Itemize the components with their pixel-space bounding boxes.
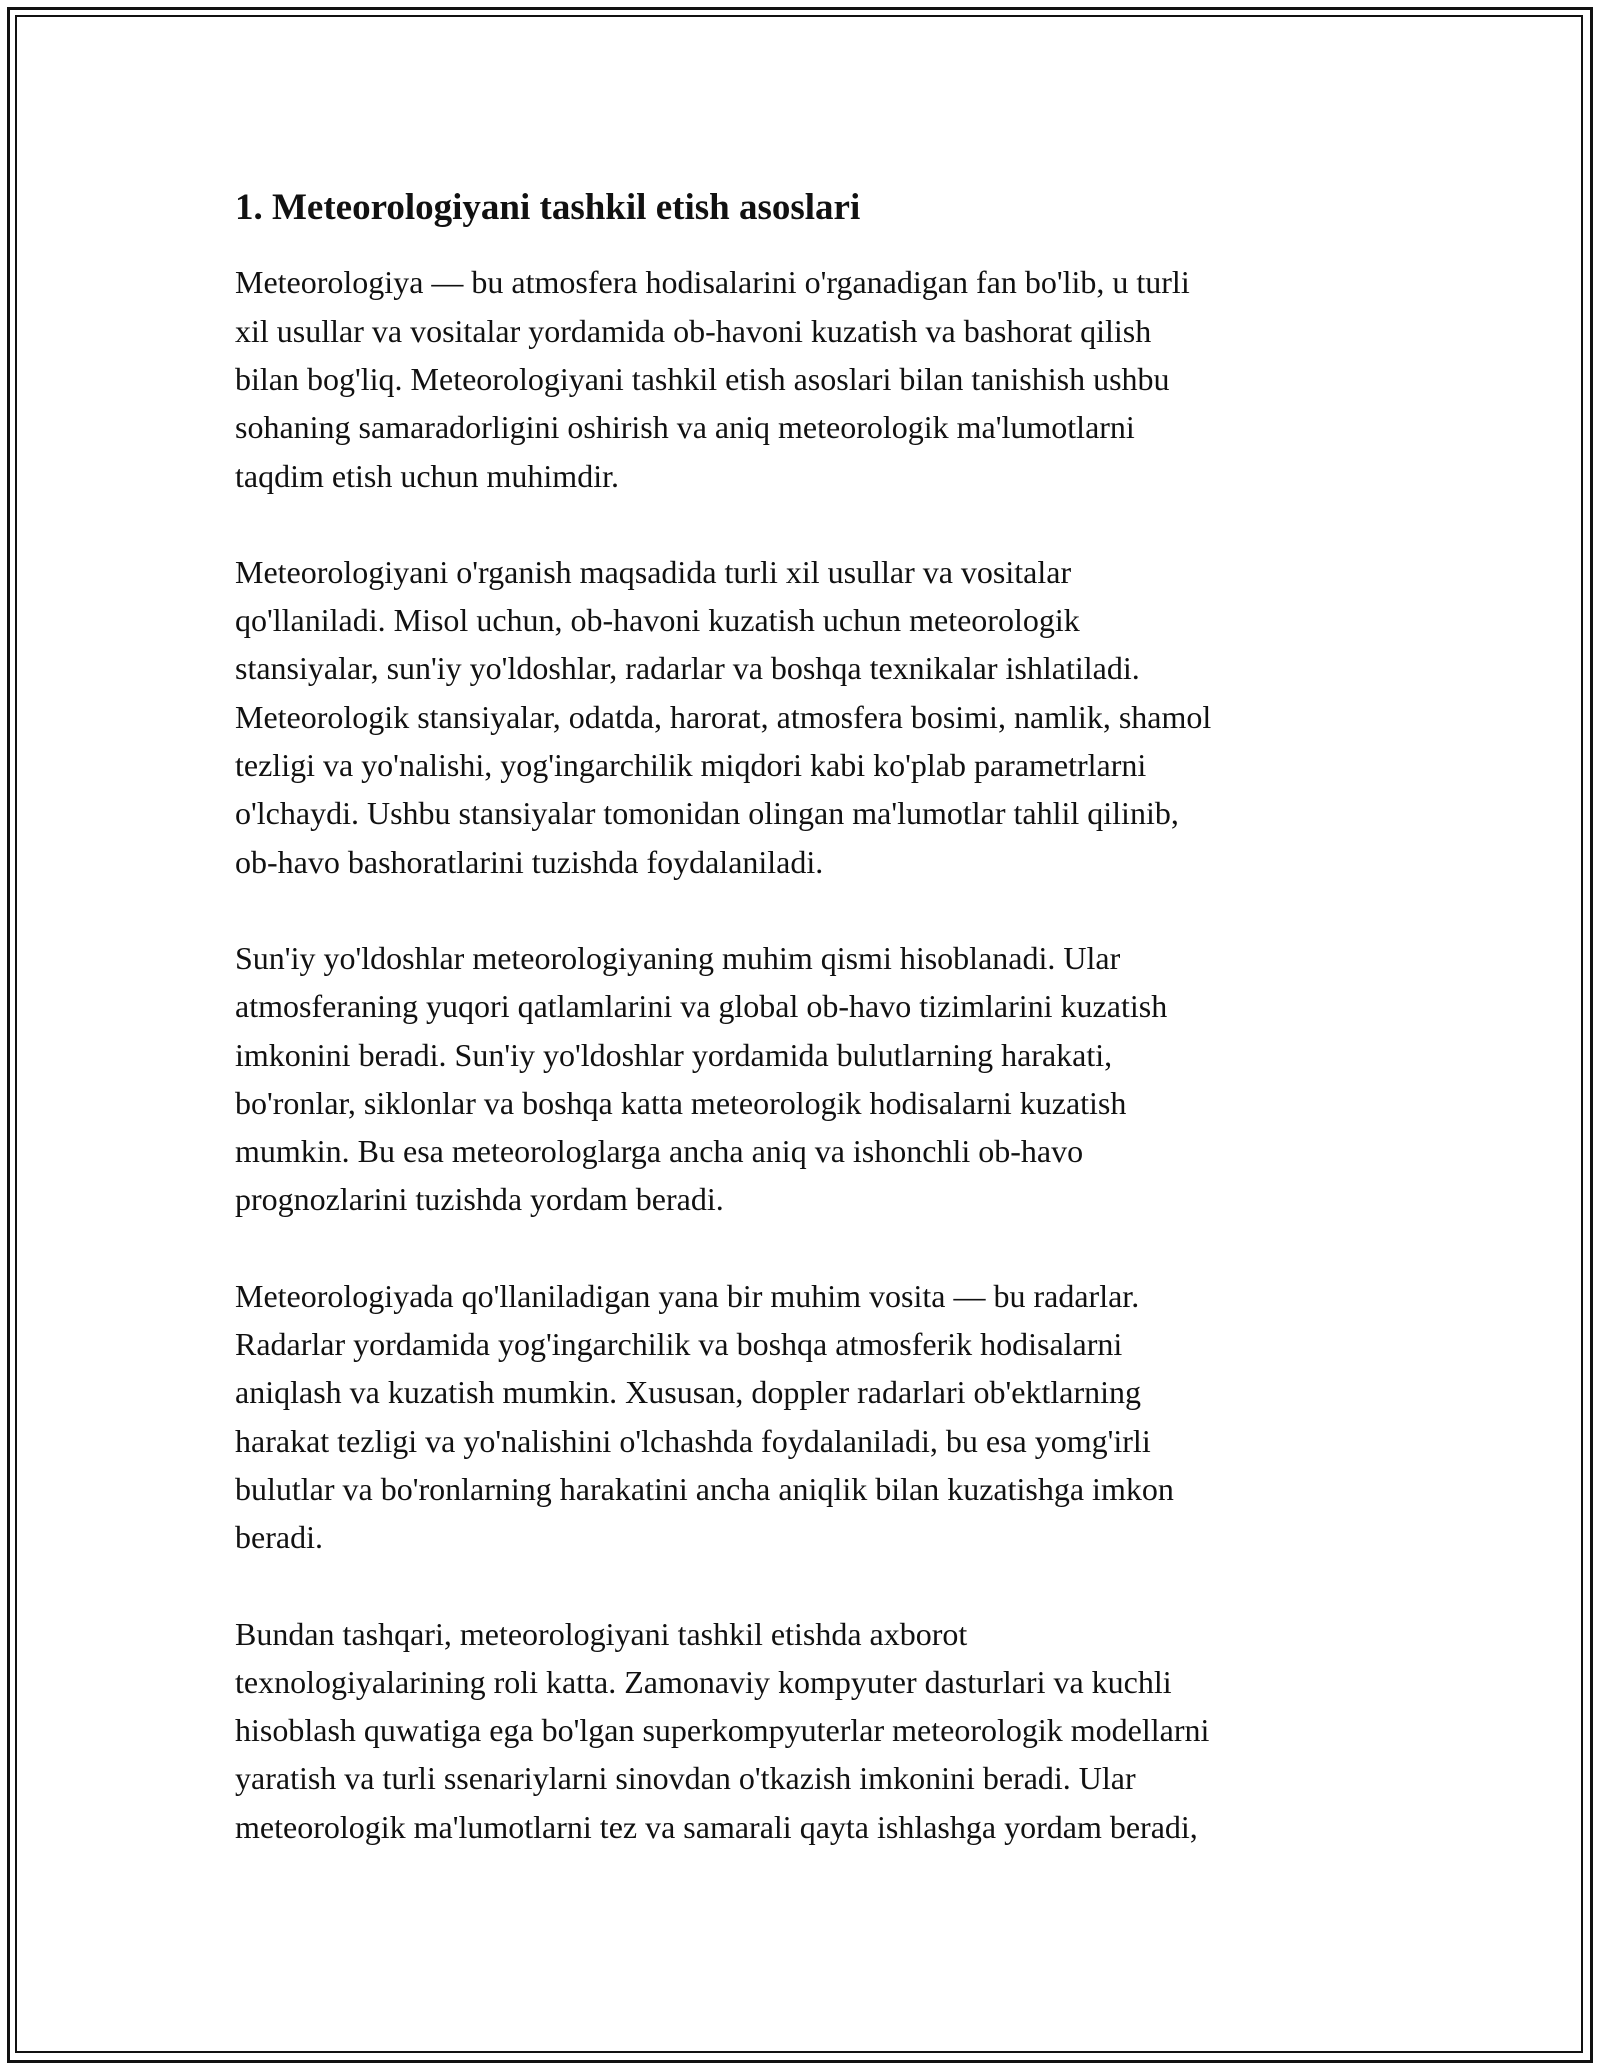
- paragraph-1: [235, 258, 1375, 499]
- paragraph-3: [235, 934, 1375, 1224]
- text-line: bo'ronlar, siklonlar va boshqa katta meteorologik hodisalarni kuzatish: [235, 1084, 1127, 1121]
- document-body: [235, 186, 1375, 1899]
- text-line: meteorologik ma'lumotlarni tez va samarali qayta ishlashga yordam beradi,: [235, 1808, 1198, 1845]
- paragraph-2: [235, 548, 1375, 886]
- text-line: Meteorologiya — bu atmosfera hodisalarini o'rganadigan fan bo'lib, u turli: [235, 264, 1190, 301]
- section-heading: 1. Meteorologiyani tashkil etish asoslari: [235, 187, 861, 228]
- text-line: o'lchaydi. Ushbu stansiyalar tomonidan olingan ma'lumotlar tahlil qilinib,: [235, 795, 1179, 832]
- paragraph-4: [235, 1272, 1375, 1562]
- text-line: prognozlarini tuzishda yordam beradi.: [235, 1181, 724, 1218]
- text-line: Meteorologiyada qo'llaniladigan yana bir muhim vosita — bu radarlar.: [235, 1277, 1140, 1314]
- paragraph-5: [235, 1610, 1375, 1851]
- text-line: hisoblash quwatiga ega bo'lgan superkompyuterlar meteorologik modellarni: [235, 1712, 1210, 1749]
- text-line: qo'llaniladi. Misol uchun, ob-havoni kuzatish uchun meteorologik: [235, 602, 1080, 639]
- text-line: taqdim etish uchun muhimdir.: [235, 457, 619, 494]
- text-line: mumkin. Bu esa meteorologlarga ancha aniq va ishonchli ob-havo: [235, 1133, 1084, 1170]
- text-line: Sun'iy yo'ldoshlar meteorologiyaning muhim qismi hisoblanadi. Ular: [235, 939, 1121, 976]
- text-line: stansiyalar, sun'iy yo'ldoshlar, radarlar va boshqa texnikalar ishlatiladi.: [235, 650, 1140, 687]
- text-line: yaratish va turli ssenariylarni sinovdan o'tkazish imkonini beradi. Ular: [235, 1760, 1136, 1797]
- text-line: texnologiyalarining roli katta. Zamonaviy kompyuter dasturlari va kuchli: [235, 1663, 1172, 1700]
- text-line: bilan bog'liq. Meteorologiyani tashkil etish asoslari bilan tanishish ushbu: [235, 360, 1170, 397]
- text-line: beradi.: [235, 1519, 323, 1556]
- text-line: Radarlar yordamida yog'ingarchilik va boshqa atmosferik hodisalarni: [235, 1326, 1123, 1363]
- text-line: tezligi va yo'nalishi, yog'ingarchilik miqdori kabi ko'plab parametrlarni: [235, 747, 1147, 784]
- text-line: xil usullar va vositalar yordamida ob-havoni kuzatish va bashorat qilish: [235, 312, 1152, 349]
- text-line: sohaning samaradorligini oshirish va aniq meteorologik ma'lumotlarni: [235, 409, 1135, 446]
- text-line: atmosferaning yuqori qatlamlarini va global ob-havo tizimlarini kuzatish: [235, 988, 1168, 1025]
- text-line: imkonini beradi. Sun'iy yo'ldoshlar yordamida bulutlarning harakati,: [235, 1036, 1113, 1073]
- text-line: bulutlar va bo'ronlarning harakatini ancha aniqlik bilan kuzatishga imkon: [235, 1470, 1174, 1507]
- text-line: ob-havo bashoratlarini tuzishda foydalaniladi.: [235, 843, 824, 880]
- text-line: harakat tezligi va yo'nalishini o'lchashda foydalaniladi, bu esa yomg'irli: [235, 1422, 1151, 1459]
- text-line: Meteorologik stansiyalar, odatda, harorat, atmosfera bosimi, namlik, shamol: [235, 698, 1212, 735]
- text-line: Meteorologiyani o'rganish maqsadida turli xil usullar va vositalar: [235, 553, 1072, 590]
- text-line: aniqlash va kuzatish mumkin. Xususan, doppler radarlari ob'ektlarning: [235, 1374, 1141, 1411]
- text-line: Bundan tashqari, meteorologiyani tashkil etishda axborot: [235, 1615, 968, 1652]
